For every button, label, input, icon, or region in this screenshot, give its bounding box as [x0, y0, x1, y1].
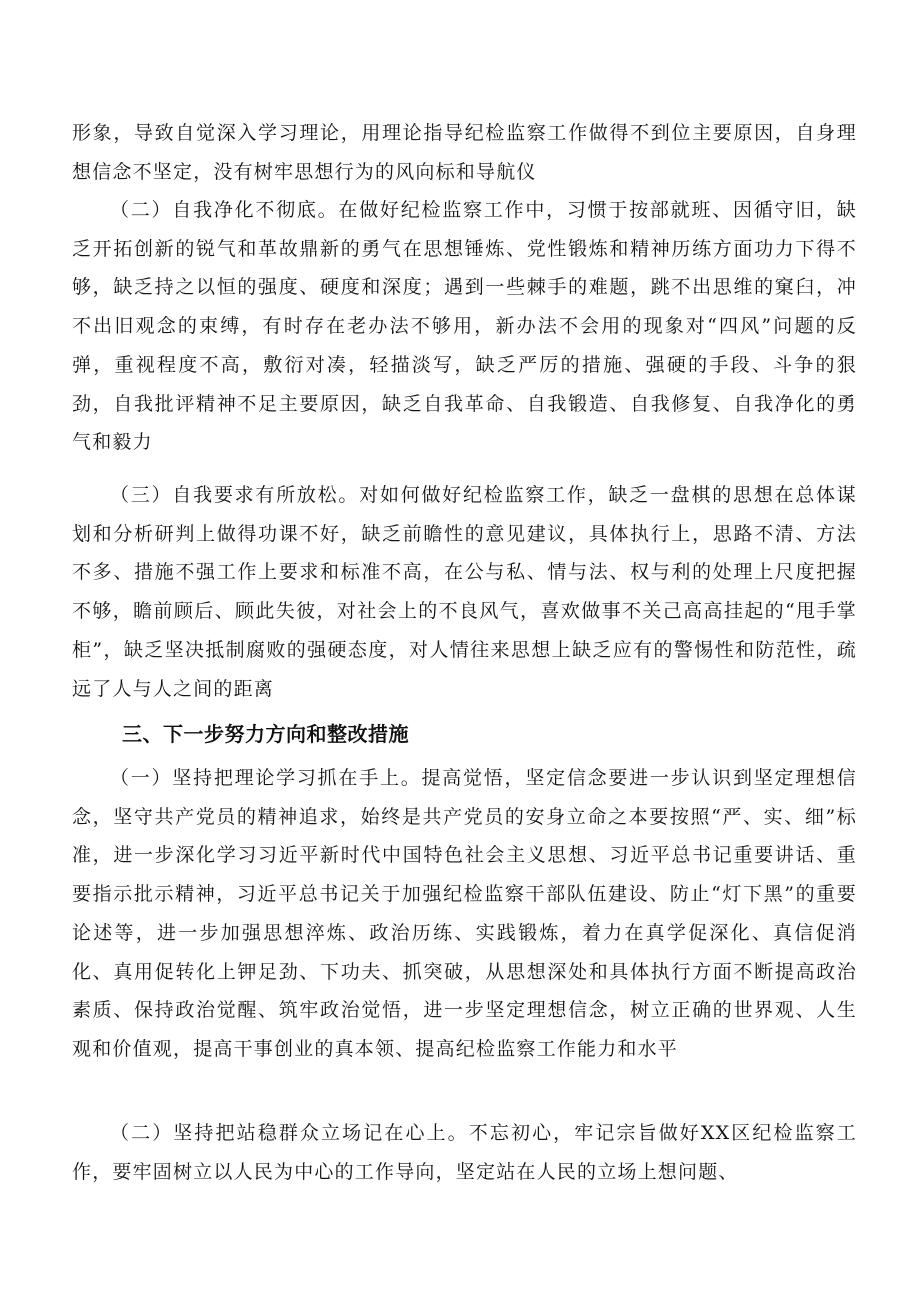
paragraph-mass-stance: （二）坚持把站稳群众立场记在心上。不忘初心，牢记宗旨做好XX区纪检监察工作，要牢固树立以人民为中心的工作导向，坚定站在人民的立场上想问题、 [72, 1122, 857, 1183]
paragraph-self-purification: （二）自我净化不彻底。在做好纪检监察工作中，习惯于按部就班、因循守旧，缺乏开拓创新的锐气和革故鼎新的勇气在思想锤炼、党性锻炼和精神历练方面功力下得不够，缺乏持之以恒的强度、硬度和深度；遇到一些棘手的难题，跳不出思维的窠臼，冲不出旧观念的束缚，有时存在老办法不够用，新办法不会用的现象对“四风”问题的反弹，重视程度不高，敷衍对凑，轻描淡写，缺乏严厉的措施、强硬的手段、斗争的狠劲，自我批评精神不足主要原因，缺乏自我革命、自我锻造、自我修复、自我净化的勇气和毅力 [72, 199, 857, 454]
section-heading: 三、下一步努力方向和整改措施 [122, 722, 409, 746]
paragraph-self-requirement: （三）自我要求有所放松。对如何做好纪检监察工作，缺乏一盘棋的思想在总体谋划和分析研判上做得功课不好，缺乏前瞻性的意见建议，具体执行上，思路不清、方法不多、措施不强工作上要求和标准不高，在公与私、情与法、权与利的处理上尺度把握不够，瞻前顾后、顾此失彼，对社会上的不良风气，喜欢做事不关己高高挂起的“甩手掌柜”，缺乏坚决抵制腐败的强硬态度，对人情往来思想上缺乏应有的警惕性和防范性，疏远了人与人之间的距离 [72, 484, 857, 700]
paragraph-theory-study: （一）坚持把理论学习抓在手上。提高觉悟，坚定信念要进一步认识到坚定理想信念，坚守共产党员的精神追求，始终是共产党员的安身立命之本要按照“严、实、细”标准，进一步深化学习习近平新时代中国特色社会主义思想、习近平总书记重要讲话、重要指示批示精神，习近平总书记关于加强纪检监察干部队伍建设、防止“灯下黑”的重要论述等，进一步加强思想淬炼、政治历练、实践锻炼，着力在真学促深化、真信促消化、真用促转化上钾足劲、下功夫、抓突破，从思想深处和具体执行方面不断提高政治素质、保持政治觉醒、筑牢政治觉悟，进一步坚定理想信念，树立正确的世界观、人生观和价值观，提高干事创业的真本领、提高纪检监察工作能力和水平 [72, 767, 857, 1060]
paragraph-continuation: 形象，导致自觉深入学习理论，用理论指导纪检监察工作做得不到位主要原因，自身理想信念不坚定，没有树牢思想行为的风向标和导航仪 [72, 122, 857, 183]
